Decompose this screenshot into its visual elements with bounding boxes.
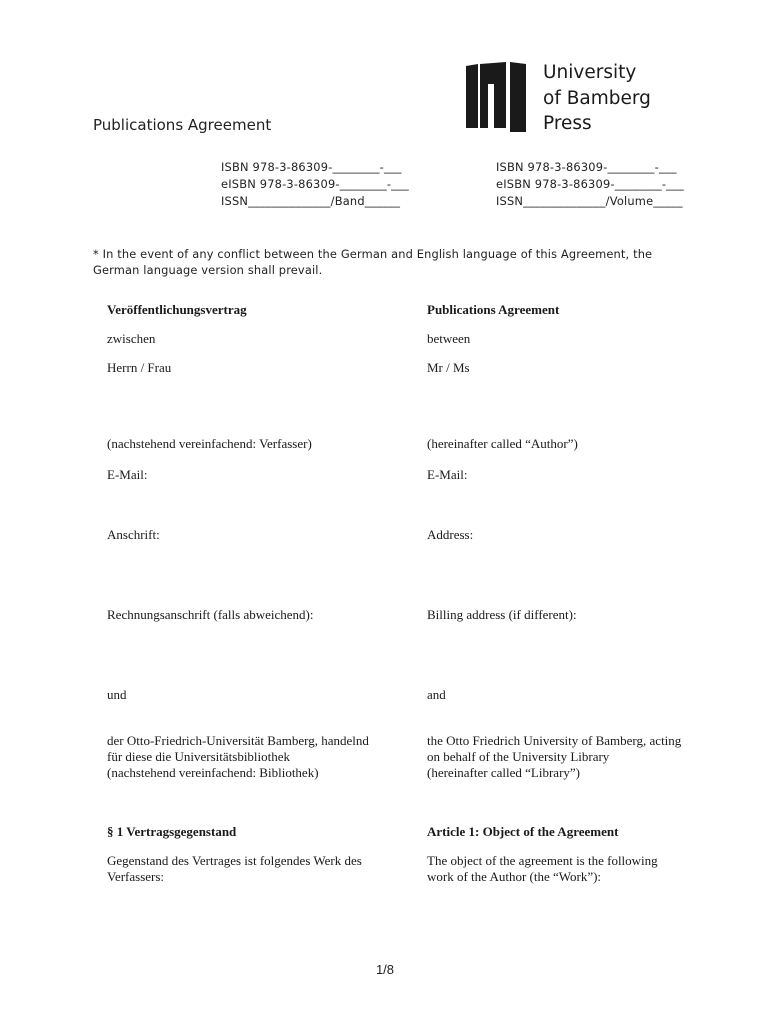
and-english: and bbox=[427, 687, 446, 702]
salutation-german: Herrn / Frau bbox=[107, 360, 172, 375]
between-english: between bbox=[427, 331, 471, 346]
billing-address-label-english: Billing address (if different): bbox=[427, 607, 577, 622]
isbn-line: ISBN 978-3-86309-________-___ bbox=[221, 160, 402, 174]
eisbn-line: eISBN 978-3-86309-________-___ bbox=[496, 177, 684, 191]
author-label-german: (nachstehend vereinfachend: Verfasser) bbox=[107, 436, 312, 451]
logo-wordmark bbox=[543, 60, 651, 137]
object-text-english: The object of the agreement is the following work of the Author (the “Work”): bbox=[427, 853, 658, 884]
page-number: 1/8 bbox=[375, 962, 395, 977]
email-label-german: E-Mail: bbox=[107, 467, 148, 482]
section-1-heading-english: Article 1: Object of the Agreement bbox=[427, 824, 619, 839]
logo-line: of Bamberg bbox=[543, 87, 651, 109]
language-precedence-note: * In the event of any conflict between the German and English language of this Agreement, the German language version shall prevail. bbox=[93, 247, 653, 277]
library-party-english: the Otto Friedrich University of Bamberg, acting on behalf of the University Library (hereinafter called “Library”) bbox=[427, 733, 682, 780]
heading-german: Veröffentlichungsvertrag bbox=[107, 302, 247, 317]
university-logo-icon bbox=[466, 62, 526, 132]
logo-line: University bbox=[543, 62, 637, 83]
heading-english: Publications Agreement bbox=[427, 302, 560, 317]
author-label-english: (hereinafter called “Author”) bbox=[427, 436, 578, 451]
logo-line: Press bbox=[543, 113, 592, 134]
document-title: Publications Agreement bbox=[93, 116, 272, 134]
issn-line: ISSN______________/Band______ bbox=[221, 194, 401, 208]
issn-line: ISSN______________/Volume_____ bbox=[496, 194, 683, 208]
isbn-line: ISBN 978-3-86309-________-___ bbox=[496, 160, 677, 174]
and-german: und bbox=[107, 687, 127, 702]
email-label-english: E-Mail: bbox=[427, 467, 468, 482]
billing-address-label-german: Rechnungsanschrift (falls abweichend): bbox=[107, 607, 314, 622]
address-label-english: Address: bbox=[427, 527, 474, 542]
eisbn-line: eISBN 978-3-86309-________-___ bbox=[221, 177, 409, 191]
address-label-german: Anschrift: bbox=[107, 527, 160, 542]
salutation-english: Mr / Ms bbox=[427, 360, 470, 375]
section-1-heading-german: § 1 Vertragsgegenstand bbox=[107, 824, 237, 839]
object-text-german: Gegenstand des Vertrages ist folgendes Werk des Verfassers: bbox=[107, 853, 362, 884]
between-german: zwischen bbox=[107, 331, 156, 346]
library-party-german: der Otto-Friedrich-Universität Bamberg, handelnd für diese die Universitätsbibliothek (nachstehend vereinfachend: Bibliothek) bbox=[107, 733, 369, 780]
isbn-block-english bbox=[496, 159, 684, 210]
isbn-block-german bbox=[221, 159, 409, 210]
